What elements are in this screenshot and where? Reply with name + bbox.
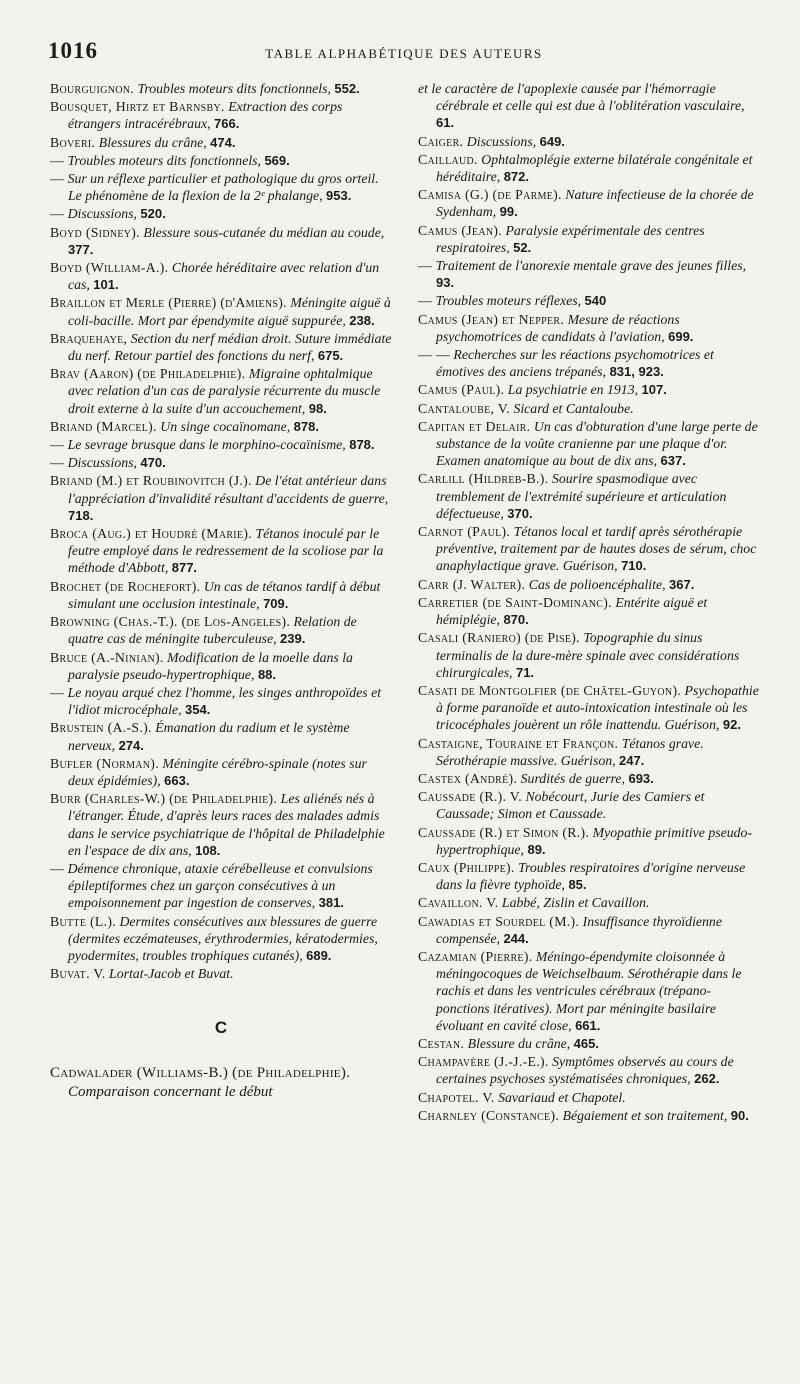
entry-author: Caillaud. xyxy=(418,151,478,167)
index-entry xyxy=(50,1064,392,1102)
entry-author: Butte (L.). xyxy=(50,913,117,929)
entry-title: Mesure de réactions psychomotrices de candidats à l'aviation, xyxy=(436,311,680,344)
entry-pages: 71. xyxy=(515,664,535,680)
index-entry xyxy=(418,80,760,132)
entry-title: Traitement de l'anorexie mentale grave des jeunes filles, xyxy=(435,258,747,274)
entry-title: Recherches sur les réactions psychomotrices et émotives des anciens trépanés, xyxy=(436,347,714,380)
index-entry xyxy=(418,1107,760,1124)
entry-pages: 710. xyxy=(621,558,647,574)
entry-pages: 953. xyxy=(326,188,352,204)
entry-title: Méningite cérébro-spinale (notes sur deux épidémies), xyxy=(68,755,367,788)
entry-title: Troubles moteurs dits fonctionnels, xyxy=(67,152,261,168)
entry-pages: 569. xyxy=(264,152,290,168)
entry-author: — xyxy=(50,152,65,168)
index-entry xyxy=(418,523,760,575)
entry-pages: 661. xyxy=(575,1017,601,1033)
index-entry xyxy=(50,224,392,258)
entry-author: — xyxy=(50,455,65,471)
entry-author: Browning (Chas.-T.). (de Los-Angeles). xyxy=(50,614,291,630)
entry-pages: 540 xyxy=(584,293,607,309)
index-entry xyxy=(50,436,392,453)
entry-title: Discussions, xyxy=(67,206,137,222)
index-entry xyxy=(418,186,760,220)
entry-title: Ophtalmoplégie externe bilatérale congénitale et héréditaire, xyxy=(436,151,753,185)
entry-title: Modification de la moelle dans la paralysie pseudo-hypertrophique, xyxy=(68,649,353,682)
index-entry xyxy=(50,454,392,471)
entry-title: Dermites consécutives aux blessures de guerre (dermites eczémateuses, érythrodermies, kératodermies, pyodermites, troubles trophiques cutanés), xyxy=(68,913,378,963)
entry-title: La psychiatrie en 1913, xyxy=(507,382,639,398)
index-entry xyxy=(418,859,760,893)
entry-author: Caiger. xyxy=(418,133,464,149)
entry-title: Lortat-Jacob et Buvat. xyxy=(109,966,234,982)
index-entry xyxy=(50,913,392,965)
entry-title: Émanation du radium et le système nerveux, xyxy=(68,720,350,753)
index-entry xyxy=(50,259,392,293)
entry-author: Casali (Raniero) (de Pise). xyxy=(418,630,580,646)
index-entry xyxy=(418,292,760,309)
index-entry xyxy=(418,222,760,256)
index-entry xyxy=(418,824,760,858)
entry-author: Camus (Jean). xyxy=(418,222,503,238)
index-entry xyxy=(418,346,760,380)
index-entry xyxy=(50,170,392,204)
entry-title: Blessure du crâne, xyxy=(467,1035,571,1051)
entry-author: — xyxy=(50,684,65,700)
entry-title: Psychopathie à forme paranoïde et auto-intoxication intestinale où les tricocéphales jouèrent un rôle inattendu. Guérison, xyxy=(436,682,759,733)
index-entry xyxy=(418,594,760,628)
entry-pages: 831, 923. xyxy=(609,364,664,380)
entry-author: Braillon et Merle (Pierre) (d'Amiens). xyxy=(50,295,287,311)
entry-author: — xyxy=(50,860,65,876)
entry-title: Insuffisance thyroïdienne compensée, xyxy=(436,913,722,946)
index-entry xyxy=(418,894,760,911)
index-entry xyxy=(50,719,392,753)
entry-title: Troubles moteurs réflexes, xyxy=(435,293,582,309)
index-entry xyxy=(418,311,760,345)
entry-author: — — xyxy=(418,347,450,363)
entry-pages: 381. xyxy=(318,895,344,911)
entry-title: Blessure sous-cutanée du médian au coude, xyxy=(143,224,385,240)
entry-pages: 274. xyxy=(118,737,144,753)
page-header xyxy=(48,38,760,68)
entry-pages: 709. xyxy=(263,595,289,611)
entry-author: Carretier (de Saint-Dominanc). xyxy=(418,594,612,610)
entry-title: Chorée héréditaire avec relation d'un cas, xyxy=(68,260,380,293)
entry-author: Camus (Jean) et Nepper. xyxy=(418,311,565,327)
entry-title: Nature infectieuse de la chorée de Sydenham, xyxy=(436,187,754,220)
entry-author: Cawadias et Sourdel (M.). xyxy=(418,913,580,929)
entry-pages: 367. xyxy=(669,576,695,592)
index-entry xyxy=(418,788,760,822)
entry-author: Bousquet, Hirtz et Barnsby. xyxy=(50,99,225,115)
entry-author: Cazamian (Pierre). xyxy=(418,948,533,964)
entry-author: Boveri. xyxy=(50,134,96,150)
index-entry xyxy=(50,294,392,328)
right-column xyxy=(418,80,760,1125)
entry-author: Castaigne, Touraine et Françon. xyxy=(418,735,619,751)
entry-pages: 244. xyxy=(503,930,529,946)
entry-title: Un cas de tétanos tardif à début simulant une occlusion intestinale, xyxy=(68,578,381,611)
entry-author: Bruce (A.-Ninian). xyxy=(50,649,164,665)
entry-author: Camus (Paul). xyxy=(418,382,505,398)
index-entry xyxy=(418,1035,760,1052)
running-title: TABLE ALPHABÉTIQUE DES AUTEURS xyxy=(265,46,543,61)
entry-title: Tétanos inoculé par le feutre employé dans le redressement de la scoliose par la méthode d'Abbott, xyxy=(68,526,384,576)
entry-author: Cavaillon. V. xyxy=(418,895,499,911)
entry-pages: 872. xyxy=(503,169,530,185)
entry-pages: 107. xyxy=(641,382,667,398)
entry-title: Discussions, xyxy=(466,133,537,149)
entry-title: Nobécourt, Jurie des Camiers et Caussade; Simon et Caussade. xyxy=(436,789,705,822)
entry-pages: 247. xyxy=(619,752,645,768)
entry-pages: 877. xyxy=(171,560,198,576)
entry-title: Migraine ophtalmique avec relation d'un cas de paralysie récurrente du muscle droit externe à la suite d'un accouchement, xyxy=(68,366,381,416)
entry-author: — xyxy=(50,437,65,453)
index-entry xyxy=(50,790,392,859)
entry-author: Capitan et Delair. xyxy=(418,418,531,434)
entry-pages: 675. xyxy=(317,348,344,364)
entry-pages: 649. xyxy=(539,133,565,149)
entry-pages: 262. xyxy=(694,1071,720,1087)
entry-title: Sur un réflexe particulier et pathologique du gros orteil. Le phénomène de la flexion de la 2ᵉ phalange, xyxy=(67,171,379,204)
entry-title: Relation de quatre cas de méningite tuberculeuse, xyxy=(68,614,357,647)
entry-author: Brustein (A.-S.). xyxy=(50,720,152,736)
left-column xyxy=(50,80,392,1103)
entry-title: Blessures du crâne, xyxy=(98,134,207,150)
entry-title: Tétanos grave. Sérothérapie massive. Guérison, xyxy=(436,735,704,768)
entry-title: Myopathie primitive pseudo-hypertrophique, xyxy=(436,824,753,857)
entry-pages: 93. xyxy=(436,275,455,291)
entry-author: Chapotel. V. xyxy=(418,1089,495,1105)
index-entry xyxy=(50,365,392,417)
entry-title: Discussions, xyxy=(67,455,137,471)
index-entry xyxy=(50,472,392,524)
index-entry xyxy=(418,470,760,522)
index-entry xyxy=(418,770,760,787)
entry-author: Carlill (Hildreb-B.). xyxy=(418,471,549,487)
entry-pages: 470. xyxy=(140,455,166,471)
entry-title: Le sevrage brusque dans le morphino-cocaïnisme, xyxy=(67,437,346,453)
entry-pages: 108. xyxy=(195,842,221,858)
entry-pages: 85. xyxy=(568,877,587,893)
entry-pages: 89. xyxy=(527,841,546,857)
entry-title: Un singe cocaïnomane, xyxy=(160,418,291,434)
index-entry xyxy=(418,913,760,947)
entry-author: Buvat. V. xyxy=(50,966,106,982)
entry-pages: 377. xyxy=(68,241,94,257)
index-entry xyxy=(418,1089,760,1106)
entry-title: Démence chronique, ataxie cérébelleuse et convulsions épileptiformes chez un garçon consécutives à un empoisonnement par ingestion de conserves, xyxy=(67,860,373,911)
entry-pages: 61. xyxy=(436,115,455,131)
entry-pages: 354. xyxy=(185,702,211,718)
entry-pages: 474. xyxy=(210,134,236,150)
index-entry xyxy=(50,965,392,982)
entry-title: Extraction des corps étrangers intracérébraux, xyxy=(68,99,343,132)
entry-author: Camisa (G.) (de Parme). xyxy=(418,187,562,203)
entry-title: Méningo-épendymite cloisonnée à méningocoques de Weichselbaum. Sérothérapie dans le rachis et dans les ventricules cérébraux (trépano-ponctions itératives). Mort par méningite basilaire évoluant en cavité close, xyxy=(436,948,742,1033)
entry-author: — xyxy=(50,206,65,222)
entry-title: Troubles respiratoires d'origine nerveuse dans la fièvre typhoïde, xyxy=(436,859,746,893)
entry-pages: 88. xyxy=(257,666,277,682)
entry-pages: 520. xyxy=(140,206,166,222)
entry-author: Casati de Montgolfier (de Châtel-Guyon). xyxy=(418,682,682,698)
entry-pages: 465. xyxy=(573,1035,599,1051)
index-entry xyxy=(418,151,760,185)
entry-author: — xyxy=(50,171,65,187)
entry-author: Burr (Charles-W.) (de Philadelphie). xyxy=(50,791,278,807)
entry-pages: 718. xyxy=(68,507,94,523)
index-entry xyxy=(418,735,760,769)
entry-pages: 878. xyxy=(349,437,375,453)
entry-author: Cantaloube, V. xyxy=(418,400,510,416)
entry-title: Comparaison concernant le début xyxy=(68,1084,273,1101)
index-entry xyxy=(418,1053,760,1087)
index-entry xyxy=(418,629,760,681)
index-entry xyxy=(418,381,760,398)
index-entry xyxy=(50,578,392,612)
entry-pages: 878. xyxy=(293,418,319,434)
entry-title: Symptômes observés au cours de certaines psychoses systématisées chroniques, xyxy=(436,1054,734,1087)
entry-author: Broca (Aug.) et Houdré (Marie). xyxy=(50,526,252,542)
entry-title: Surdités de guerre, xyxy=(520,770,626,786)
entry-title: Cas de polioencéphalite, xyxy=(528,576,666,592)
entry-title: Sourire spasmodique avec tremblement de l'extrémité supérieure et articulation défectueuse, xyxy=(436,471,727,521)
entry-pages: 92. xyxy=(722,717,741,733)
entry-author: Brochet (de Rochefort). xyxy=(50,578,201,594)
entry-title: Topographie du sinus terminalis de la dure-mère spinale avec considérations chirurgicales, xyxy=(436,630,740,680)
entry-title: Section du nerf médian droit. Suture immédiate du nerf. Retour partiel des fonctions du nerf, xyxy=(68,330,392,364)
entry-author: Caussade (R.). V. xyxy=(418,789,522,805)
entry-author: Boyd (Sidney). xyxy=(50,224,140,240)
entry-author: Bufler (Norman). xyxy=(50,755,159,771)
entry-author: Caux (Philippe). xyxy=(418,859,515,875)
index-entry xyxy=(418,400,760,417)
entry-author: — xyxy=(418,258,433,274)
index-entry xyxy=(418,257,760,291)
entry-pages: 699. xyxy=(668,328,694,344)
entry-pages: 693. xyxy=(628,770,654,786)
entry-author: Caussade (R.) et Simon (R.). xyxy=(418,824,590,840)
index-entry xyxy=(418,682,760,734)
entry-pages: 689. xyxy=(306,947,332,963)
entry-author: Castex (André). xyxy=(418,770,518,786)
entry-pages: 90. xyxy=(730,1107,749,1123)
entry-title: Tétanos local et tardif après sérothérapie préventive, traitement par de hautes doses de sérum, choc anaphylactique grave. Guérison, xyxy=(436,524,757,574)
index-entry xyxy=(50,860,392,912)
index-entry xyxy=(50,613,392,647)
entry-author: Carnot (Paul). xyxy=(418,524,511,540)
entry-pages: 98. xyxy=(308,400,327,416)
index-entry xyxy=(50,330,392,364)
index-entry xyxy=(50,525,392,577)
entry-pages: 239. xyxy=(280,631,306,647)
entry-pages: 370. xyxy=(507,505,533,521)
index-entry xyxy=(50,684,392,718)
entry-title: Les aliénés nés à l'étranger. Étude, d'après leurs races des malades admis dans le service psychiatrique de l'hôpital de Philadelphie en l'espace de dix ans, xyxy=(68,791,385,858)
index-entry xyxy=(418,576,760,593)
index-entry xyxy=(50,418,392,435)
entry-author: Carr (J. Walter). xyxy=(418,576,526,592)
entry-author: Briand (Marcel). xyxy=(50,418,157,434)
entry-title: Un cas d'obturation d'une large perte de substance de la voûte cranienne par une plaque d'or. Examen anatomique au bout de dix ans, xyxy=(436,418,758,469)
entry-author: — xyxy=(418,293,433,309)
entry-author: Braquehaye, xyxy=(50,330,128,346)
entry-author: Brav (Aaron) (de Philadelphie). xyxy=(50,366,246,382)
entry-pages: 101. xyxy=(93,277,119,293)
index-entry xyxy=(50,649,392,683)
index-entry xyxy=(50,134,392,151)
entry-author: Charnley (Constance). xyxy=(418,1107,560,1123)
entry-pages: 637. xyxy=(660,453,686,469)
entry-title: Le noyau arqué chez l'homme, les singes anthropoïdes et l'idiot microcéphale, xyxy=(67,684,382,718)
entry-pages: 52. xyxy=(513,239,532,255)
entry-title: De l'état antérieur dans l'appréciation d'invalidité résultant d'accidents de guerre, xyxy=(68,473,389,506)
index-entry xyxy=(50,98,392,132)
section-letter: C xyxy=(214,1018,228,1038)
entry-title: Troubles moteurs dits fonctionnels, xyxy=(137,81,331,96)
index-entry xyxy=(418,948,760,1034)
index-entry xyxy=(50,205,392,222)
entry-author: Bourguignon. xyxy=(50,81,135,96)
entry-author: Briand (M.) et Roubinovitch (J.). xyxy=(50,473,252,489)
entry-title: Paralysie expérimentale des centres respiratoires, xyxy=(436,222,705,255)
entry-pages: 238. xyxy=(349,312,375,328)
entry-title: Bégaiement et son traitement, xyxy=(562,1107,728,1123)
entry-title: Labbé, Zislin et Cavaillon. xyxy=(501,895,650,911)
page-number: 1016 xyxy=(48,38,98,63)
entry-pages: 552. xyxy=(334,81,360,96)
entry-author: Champavère (J.-J.-E.). xyxy=(418,1054,549,1070)
index-entry xyxy=(418,133,760,150)
entry-author: Boyd (William-A.). xyxy=(50,260,169,276)
entry-title: Entérite aiguë et hémiplégie, xyxy=(436,594,708,628)
entry-pages: 663. xyxy=(164,772,190,788)
index-entry xyxy=(50,755,392,789)
entry-title: Sicard et Cantaloube. xyxy=(513,400,634,416)
entry-pages: 766. xyxy=(214,116,240,132)
entry-pages: 870. xyxy=(503,612,529,628)
index-entry xyxy=(418,418,760,470)
entry-title: Méningite aiguë à coli-bacille. Mort par épendymite aiguë suppurée, xyxy=(68,295,391,328)
index-entry xyxy=(50,152,392,169)
entry-author: Cadwalader (Williams-B.) (de Philadelphie). xyxy=(50,1065,351,1082)
entry-title: et le caractère de l'apoplexie causée par l'hémorragie cérébrale et celle qui est due à l'oblitération vasculaire, xyxy=(418,81,745,114)
entry-pages: 99. xyxy=(499,204,518,220)
entry-title: Savariaud et Chapotel. xyxy=(498,1089,626,1105)
index-entry xyxy=(50,80,392,97)
entry-author: Cestan. xyxy=(418,1035,465,1051)
